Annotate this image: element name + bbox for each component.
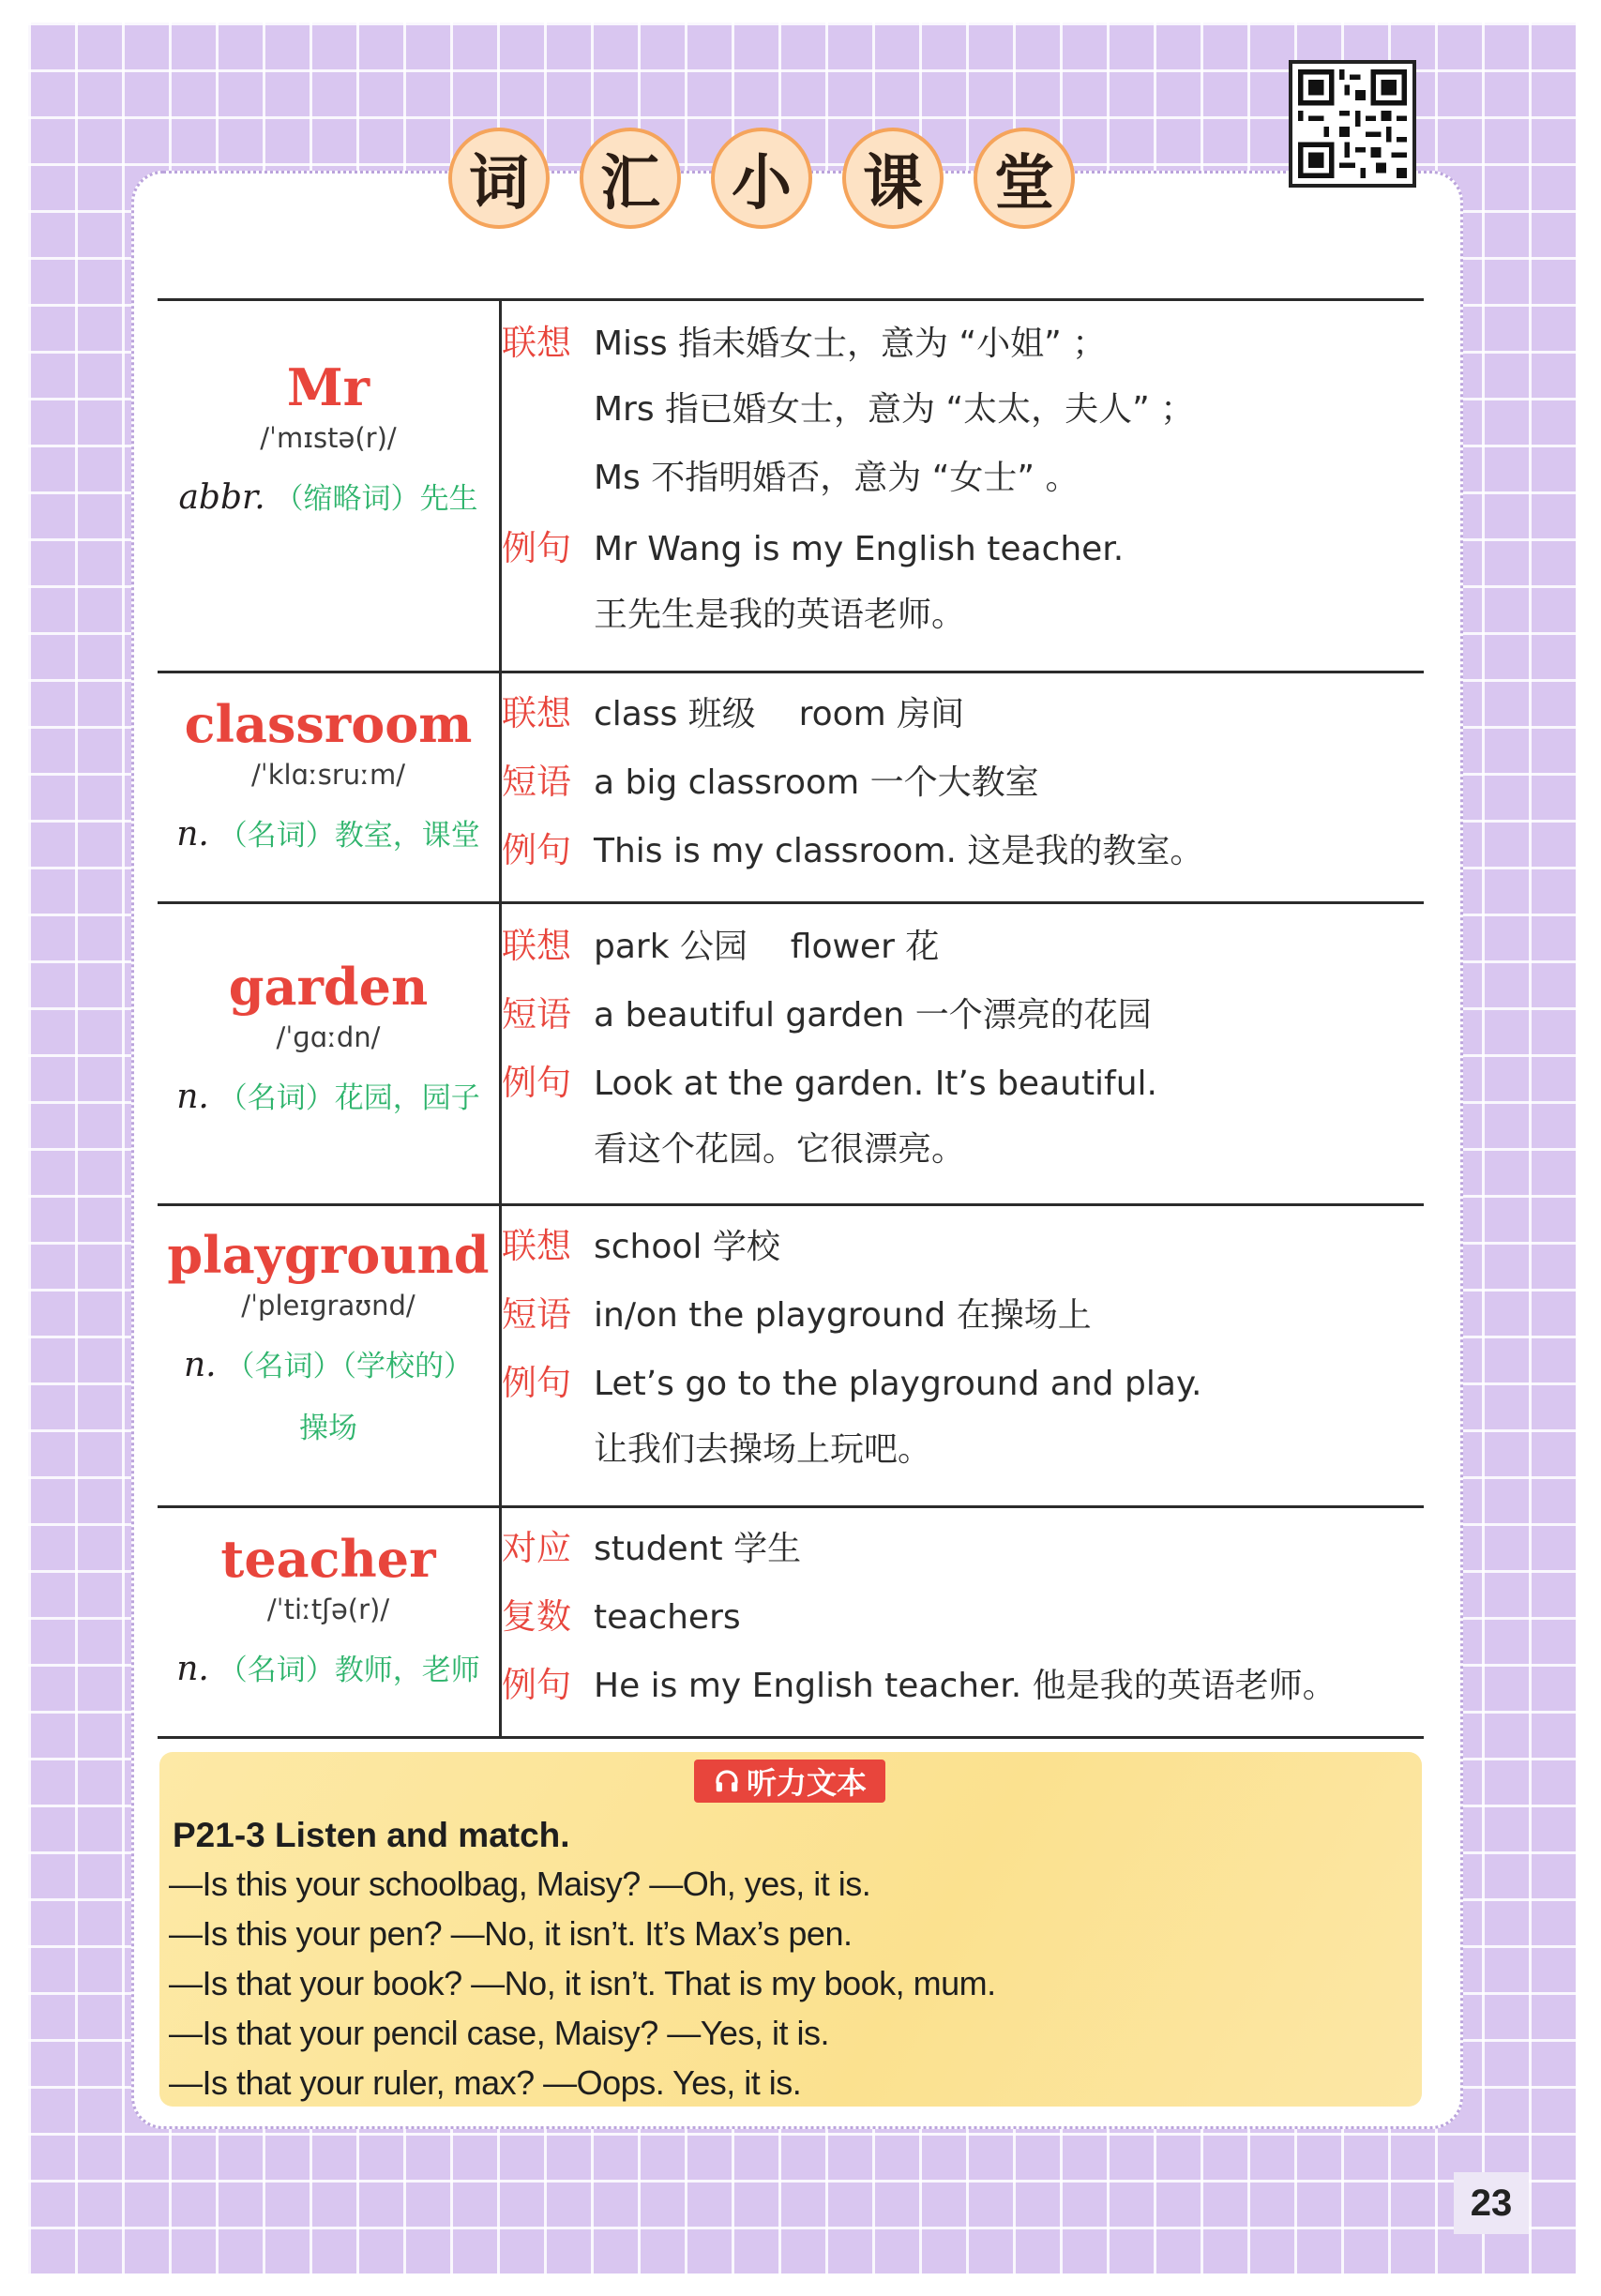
word-cell: [158, 1507, 501, 1738]
meaning: （缩略词）先生: [274, 482, 478, 516]
detail-cell: [501, 300, 1425, 672]
line-text: 王先生是我的英语老师。: [594, 596, 966, 634]
title-char: 课: [842, 128, 944, 229]
detail-line: [502, 1354, 1424, 1423]
line-tag: 短语: [502, 994, 571, 1035]
line-tag: 例句: [502, 1363, 571, 1403]
headphones-icon: [713, 1767, 741, 1795]
definition: [158, 477, 499, 520]
listening-title: P21-3 Listen and match.: [173, 1816, 570, 1854]
listening-lines: [169, 1859, 996, 2107]
line-tag: 联想: [502, 693, 571, 733]
line-tag: 联想: [502, 323, 571, 363]
listening-line: —Is that your ruler, max? —Oops. Yes, it is.: [169, 2063, 802, 2102]
part-of-speech: n.: [176, 815, 209, 853]
listening-line: —Is this your pen? —No, it isn’t. It’s Max’s pen.: [169, 1914, 853, 1953]
headword: garden: [228, 957, 429, 1017]
part-of-speech: n.: [176, 1650, 209, 1688]
meaning: （名词）教室，课堂: [218, 819, 480, 853]
detail-line: [502, 917, 1424, 986]
definition: [158, 1345, 499, 1387]
line-tag: 例句: [502, 1063, 571, 1103]
section-title: [448, 128, 1075, 231]
line-text: Mr Wang is my English teacher.: [594, 530, 1125, 568]
word-cell: [158, 672, 501, 903]
detail-line: [502, 1123, 1424, 1191]
line-tag: 例句: [502, 830, 571, 870]
vocabulary-table: [158, 298, 1424, 1739]
detail-cell: [501, 1205, 1425, 1507]
detail-line: [502, 1286, 1424, 1354]
headword: teacher: [220, 1529, 436, 1589]
detail-line: [502, 520, 1424, 588]
line-text: student 学生: [594, 1530, 802, 1568]
meaning-continued: 操场: [299, 1412, 357, 1445]
line-text: Let’s go to the playground and play.: [594, 1365, 1202, 1403]
part-of-speech: n.: [176, 1078, 209, 1116]
detail-line: [502, 451, 1424, 520]
listening-text-box: [159, 1752, 1422, 2107]
phonetic: /ˈklɑːsruːm/: [251, 759, 405, 791]
line-text: Ms 不指明婚否，意为 “女士” 。: [594, 459, 1080, 497]
meaning: （名词）教师，老师: [218, 1654, 480, 1687]
listening-line: —Is that your book? —No, it isn’t. That is my book, mum.: [169, 1964, 996, 2002]
detail-line: [502, 822, 1424, 890]
definition: [158, 1077, 499, 1119]
phonetic: /ˈtiːtʃə(r)/: [266, 1594, 390, 1625]
line-tag: 联想: [502, 926, 571, 966]
line-text: 看这个花园。它很漂亮。: [594, 1130, 966, 1169]
line-text: park 公园 flower 花: [594, 928, 940, 966]
listening-line: —Is that your pencil case, Maisy? —Yes, it is.: [169, 2014, 829, 2052]
line-text: Mrs 指已婚女士，意为 “太太，夫人” ；: [594, 390, 1195, 429]
line-text: This is my classroom. 这是我的教室。: [594, 832, 1204, 870]
line-text: a beautiful garden 一个漂亮的花园: [594, 996, 1152, 1035]
detail-line: [502, 314, 1424, 383]
headword: Mr: [286, 357, 370, 417]
line-text: 让我们去操场上玩吧。: [594, 1430, 932, 1469]
qr-code-icon: [1298, 69, 1407, 178]
detail-line: [502, 1217, 1424, 1286]
page-number: 23: [1454, 2172, 1529, 2234]
title-char: 小: [711, 128, 812, 229]
vocab-row-classroom: [158, 672, 1424, 903]
line-text: Look at the garden. It’s beautiful.: [594, 1065, 1157, 1103]
headword: classroom: [184, 694, 473, 754]
vocab-row-mr: [158, 300, 1424, 672]
line-tag: 例句: [502, 1665, 571, 1705]
detail-line: [502, 685, 1424, 753]
definition: [158, 814, 499, 856]
detail-line: [502, 588, 1424, 657]
part-of-speech: n.: [184, 1346, 217, 1384]
detail-line: [502, 383, 1424, 451]
detail-line: [502, 1519, 1424, 1588]
listening-badge-label: 听力文本: [746, 1765, 867, 1801]
listening-line: —Is this your schoolbag, Maisy? —Oh, yes, it is.: [169, 1865, 871, 1903]
meaning: （名词）（学校的）: [225, 1350, 473, 1383]
line-text: a big classroom 一个大教室: [594, 763, 1039, 802]
detail-line: [502, 986, 1424, 1054]
line-text: teachers: [594, 1598, 741, 1637]
title-char: 词: [448, 128, 550, 229]
detail-line: [502, 1656, 1424, 1725]
vocab-row-playground: [158, 1205, 1424, 1507]
line-text: school 学校: [594, 1228, 780, 1266]
detail-line: [502, 753, 1424, 822]
phonetic: /ˈmɪstə(r)/: [260, 422, 397, 454]
detail-cell: [501, 903, 1425, 1205]
detail-line: [502, 1423, 1424, 1491]
title-char: 堂: [974, 128, 1075, 229]
phonetic: /ˈpleɪɡraʊnd/: [241, 1290, 415, 1322]
listening-badge[interactable]: [694, 1760, 885, 1803]
detail-line: [502, 1588, 1424, 1656]
title-char: 汇: [580, 128, 681, 229]
line-tag: 短语: [502, 1294, 571, 1335]
line-text: Miss 指未婚女士，意为 “小姐” ；: [594, 325, 1107, 363]
word-cell: [158, 903, 501, 1205]
line-text: He is my English teacher. 他是我的英语老师。: [594, 1667, 1337, 1705]
definition: [158, 1649, 499, 1691]
line-tag: 短语: [502, 762, 571, 802]
line-tag: 复数: [502, 1596, 571, 1637]
word-cell: [158, 300, 501, 672]
part-of-speech: abbr.: [178, 478, 265, 517]
line-tag: 对应: [502, 1528, 571, 1568]
detail-cell: [501, 1507, 1425, 1738]
line-text: in/on the playground 在操场上: [594, 1296, 1092, 1335]
line-tag: 联想: [502, 1226, 571, 1266]
vocab-row-garden: [158, 903, 1424, 1205]
meaning: （名词）花园，园子: [218, 1081, 480, 1115]
qr-code[interactable]: [1289, 60, 1416, 188]
detail-line: [502, 1054, 1424, 1123]
detail-cell: [501, 672, 1425, 903]
phonetic: /ˈɡɑːdn/: [276, 1021, 381, 1053]
headword: playground: [167, 1225, 490, 1285]
word-cell: [158, 1205, 501, 1507]
line-tag: 例句: [502, 528, 571, 568]
vocab-row-teacher: [158, 1507, 1424, 1738]
line-text: class 班级 room 房间: [594, 695, 965, 733]
